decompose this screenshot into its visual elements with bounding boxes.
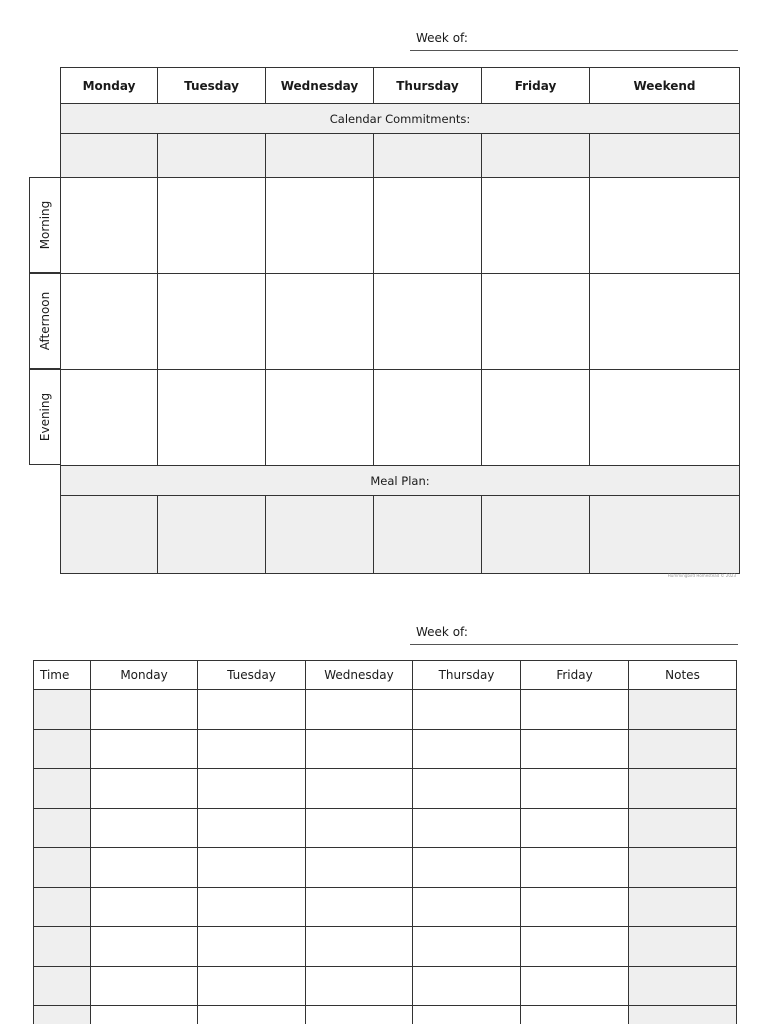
afternoon-row bbox=[61, 274, 740, 370]
day-header: Tuesday bbox=[158, 68, 266, 104]
schedule-cell[interactable] bbox=[413, 887, 521, 927]
hourly-schedule-table bbox=[33, 660, 737, 1024]
morning-cell[interactable] bbox=[374, 178, 482, 274]
schedule-cell[interactable] bbox=[91, 769, 198, 809]
weekly-planner-table bbox=[60, 67, 740, 574]
meal-plan-band bbox=[61, 466, 740, 496]
schedule-row bbox=[34, 887, 737, 927]
schedule-cell[interactable] bbox=[306, 769, 413, 809]
morning-cell[interactable] bbox=[61, 178, 158, 274]
afternoon-label: Afternoon bbox=[38, 291, 52, 351]
notes-cell[interactable] bbox=[629, 729, 737, 769]
notes-cell[interactable] bbox=[629, 887, 737, 927]
schedule-cell[interactable] bbox=[91, 808, 198, 848]
schedule-cell[interactable] bbox=[413, 729, 521, 769]
commitment-cell[interactable] bbox=[61, 134, 158, 178]
morning-cell[interactable] bbox=[266, 178, 374, 274]
schedule-cell[interactable] bbox=[198, 690, 306, 730]
schedule-cell[interactable] bbox=[91, 1006, 198, 1024]
week-of-label: Week of: bbox=[416, 625, 468, 639]
schedule-cell[interactable] bbox=[306, 966, 413, 1006]
notes-cell[interactable] bbox=[629, 690, 737, 730]
commitment-cell[interactable] bbox=[482, 134, 590, 178]
schedule-cell[interactable] bbox=[413, 690, 521, 730]
schedule-cell[interactable] bbox=[413, 1006, 521, 1024]
schedule-row bbox=[34, 729, 737, 769]
day-column-header: Thursday bbox=[413, 661, 521, 690]
schedule-cell[interactable] bbox=[306, 729, 413, 769]
schedule-cell[interactable] bbox=[198, 808, 306, 848]
day-header: Wednesday bbox=[266, 68, 374, 104]
afternoon-cell[interactable] bbox=[374, 274, 482, 370]
schedule-cell[interactable] bbox=[521, 966, 629, 1006]
meal-cell[interactable] bbox=[61, 496, 158, 574]
schedule-row bbox=[34, 927, 737, 967]
day-column-header: Tuesday bbox=[198, 661, 306, 690]
afternoon-cell[interactable] bbox=[590, 274, 740, 370]
schedule-cell[interactable] bbox=[521, 927, 629, 967]
commitment-cell[interactable] bbox=[590, 134, 740, 178]
notes-cell[interactable] bbox=[629, 966, 737, 1006]
schedule-cell[interactable] bbox=[413, 966, 521, 1006]
afternoon-side-label bbox=[29, 273, 60, 369]
time-cell[interactable] bbox=[34, 729, 91, 769]
schedule-cell[interactable] bbox=[91, 848, 198, 888]
time-cell[interactable] bbox=[34, 927, 91, 967]
day-header: Friday bbox=[482, 68, 590, 104]
meal-cell[interactable] bbox=[590, 496, 740, 574]
notes-cell[interactable] bbox=[629, 848, 737, 888]
notes-cell[interactable] bbox=[629, 769, 737, 809]
evening-cell[interactable] bbox=[590, 370, 740, 466]
schedule-cell[interactable] bbox=[91, 927, 198, 967]
schedule-body bbox=[34, 690, 737, 1024]
schedule-cell[interactable] bbox=[91, 887, 198, 927]
schedule-row bbox=[34, 966, 737, 1006]
afternoon-cell[interactable] bbox=[482, 274, 590, 370]
schedule-cell[interactable] bbox=[91, 690, 198, 730]
schedule-cell[interactable] bbox=[521, 769, 629, 809]
afternoon-cell[interactable] bbox=[158, 274, 266, 370]
schedule-cell[interactable] bbox=[521, 887, 629, 927]
schedule-cell[interactable] bbox=[198, 769, 306, 809]
time-cell[interactable] bbox=[34, 966, 91, 1006]
hourly-planner-sheet bbox=[0, 595, 768, 1024]
calendar-commitments-band bbox=[61, 104, 740, 134]
week-of-label: Week of: bbox=[416, 31, 468, 45]
day-column-header: Friday bbox=[521, 661, 629, 690]
morning-cell[interactable] bbox=[158, 178, 266, 274]
schedule-cell[interactable] bbox=[198, 729, 306, 769]
schedule-row bbox=[34, 690, 737, 730]
schedule-cell[interactable] bbox=[198, 927, 306, 967]
calendar-commitments-row bbox=[61, 134, 740, 178]
evening-cell[interactable] bbox=[374, 370, 482, 466]
schedule-row bbox=[34, 769, 737, 809]
day-header: Monday bbox=[61, 68, 158, 104]
schedule-cell[interactable] bbox=[91, 729, 198, 769]
schedule-cell[interactable] bbox=[306, 927, 413, 967]
morning-label: Morning bbox=[38, 200, 52, 250]
schedule-cell[interactable] bbox=[521, 808, 629, 848]
schedule-cell[interactable] bbox=[198, 966, 306, 1006]
schedule-header-row bbox=[34, 661, 737, 690]
evening-row bbox=[61, 370, 740, 466]
time-column-header: Time bbox=[34, 661, 91, 690]
meal-cell[interactable] bbox=[482, 496, 590, 574]
day-header-row bbox=[61, 68, 740, 104]
time-cell[interactable] bbox=[34, 1006, 91, 1024]
morning-side-label bbox=[29, 177, 60, 273]
calendar-commitments-label: Calendar Commitments: bbox=[61, 104, 740, 134]
schedule-cell[interactable] bbox=[521, 690, 629, 730]
copyright-text: Hummingbird Homestead © 2023 bbox=[667, 573, 736, 578]
schedule-cell[interactable] bbox=[521, 848, 629, 888]
evening-side-label bbox=[29, 369, 60, 465]
schedule-cell[interactable] bbox=[413, 848, 521, 888]
notes-cell[interactable] bbox=[629, 927, 737, 967]
evening-cell[interactable] bbox=[482, 370, 590, 466]
morning-cell[interactable] bbox=[590, 178, 740, 274]
notes-cell[interactable] bbox=[629, 808, 737, 848]
schedule-row bbox=[34, 848, 737, 888]
meal-plan-label: Meal Plan: bbox=[61, 466, 740, 496]
morning-cell[interactable] bbox=[482, 178, 590, 274]
schedule-cell[interactable] bbox=[198, 848, 306, 888]
afternoon-cell[interactable] bbox=[266, 274, 374, 370]
day-header: Thursday bbox=[374, 68, 482, 104]
schedule-cell[interactable] bbox=[91, 966, 198, 1006]
schedule-row bbox=[34, 1006, 737, 1024]
schedule-cell[interactable] bbox=[306, 1006, 413, 1024]
day-header: Weekend bbox=[590, 68, 740, 104]
schedule-cell[interactable] bbox=[521, 729, 629, 769]
schedule-cell[interactable] bbox=[521, 1006, 629, 1024]
evening-cell[interactable] bbox=[158, 370, 266, 466]
meal-cell[interactable] bbox=[158, 496, 266, 574]
evening-cell[interactable] bbox=[61, 370, 158, 466]
time-cell[interactable] bbox=[34, 887, 91, 927]
time-cell[interactable] bbox=[34, 848, 91, 888]
evening-label: Evening bbox=[38, 392, 52, 442]
week-of-line bbox=[410, 644, 738, 645]
time-cell[interactable] bbox=[34, 808, 91, 848]
schedule-cell[interactable] bbox=[413, 808, 521, 848]
notes-cell[interactable] bbox=[629, 1006, 737, 1024]
schedule-cell[interactable] bbox=[306, 808, 413, 848]
morning-row bbox=[61, 178, 740, 274]
schedule-cell[interactable] bbox=[306, 848, 413, 888]
schedule-cell[interactable] bbox=[413, 927, 521, 967]
commitment-cell[interactable] bbox=[158, 134, 266, 178]
schedule-cell[interactable] bbox=[306, 690, 413, 730]
schedule-cell[interactable] bbox=[306, 887, 413, 927]
schedule-row bbox=[34, 808, 737, 848]
day-column-header: Monday bbox=[91, 661, 198, 690]
meal-plan-row bbox=[61, 496, 740, 574]
time-cell[interactable] bbox=[34, 769, 91, 809]
notes-column-header: Notes bbox=[629, 661, 737, 690]
day-column-header: Wednesday bbox=[306, 661, 413, 690]
meal-cell[interactable] bbox=[374, 496, 482, 574]
week-of-line bbox=[410, 50, 738, 51]
schedule-cell[interactable] bbox=[198, 887, 306, 927]
schedule-cell[interactable] bbox=[413, 769, 521, 809]
evening-cell[interactable] bbox=[266, 370, 374, 466]
afternoon-cell[interactable] bbox=[61, 274, 158, 370]
schedule-cell[interactable] bbox=[198, 1006, 306, 1024]
meal-cell[interactable] bbox=[266, 496, 374, 574]
commitment-cell[interactable] bbox=[266, 134, 374, 178]
commitment-cell[interactable] bbox=[374, 134, 482, 178]
time-cell[interactable] bbox=[34, 690, 91, 730]
